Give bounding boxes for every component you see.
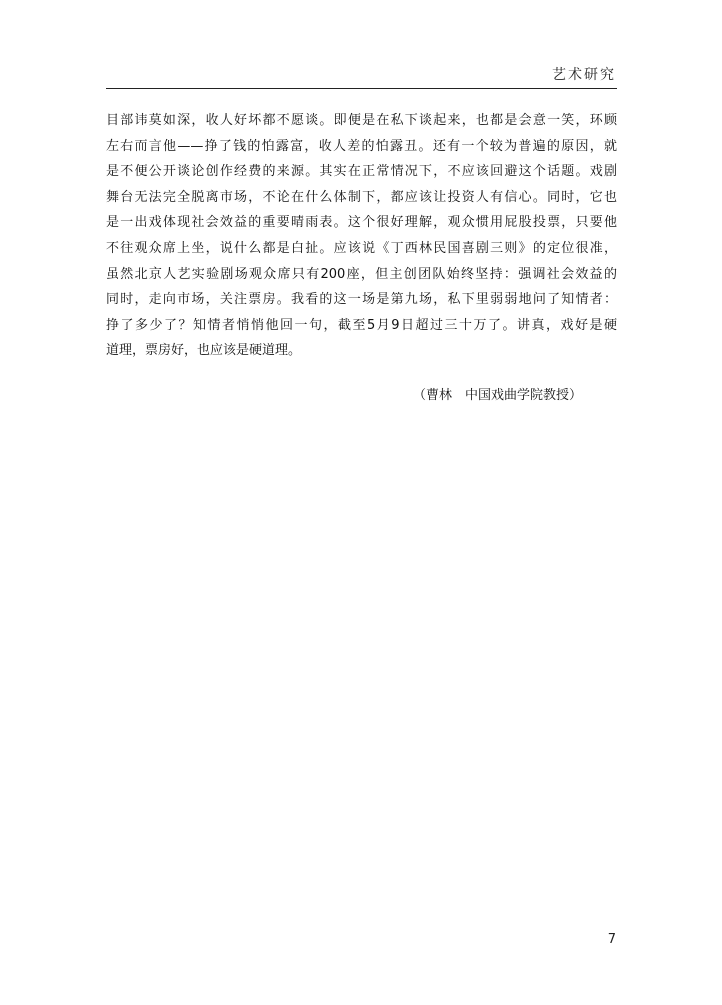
author-signature: （曹林 中国戏曲学院教授） [412,388,582,403]
paragraph-line: 挣了多少了？知情者悄悄他回一句，截至5月9日超过三十万了。讲真，戏好是硬 [106,317,617,333]
page-number: 7 [607,932,616,947]
header-divider [106,88,617,89]
paragraph-line: 道理，票房好，也应该是硬道理。 [106,343,302,359]
paragraph-line: 不往观众席上坐，说什么都是白扯。应该说《丁西林民国喜剧三则》的定位很准， [106,240,617,256]
paragraph-line: 舞台无法完全脱离市场，不论在什么体制下，都应该让投资人有信心。同时，它也 [106,189,617,205]
paragraph-line: 左右而言他——挣了钱的怕露富，收人差的怕露丑。还有一个较为普遍的原因，就 [106,138,617,154]
paragraph-line: 是不便公开谈论创作经费的来源。其实在正常情况下，不应该回避这个话题。戏剧 [106,164,617,180]
running-header-title: 艺术研究 [552,67,616,83]
body-paragraph [106,108,617,364]
paragraph-line: 目部讳莫如深，收人好坏都不愿谈。即便是在私下谈起来，也都是会意一笑，环顾 [106,113,617,128]
paragraph-line: 是一出戏体现社会效益的重要晴雨表。这个很好理解，观众惯用屁股投票，只要他 [106,215,617,231]
paragraph-line: 同时，走向市场，关注票房。我看的这一场是第九场，私下里弱弱地问了知情者： [106,292,617,308]
paragraph-line: 虽然北京人艺实验剧场观众席只有200座，但主创团队始终坚持：强调社会效益的 [106,266,617,282]
